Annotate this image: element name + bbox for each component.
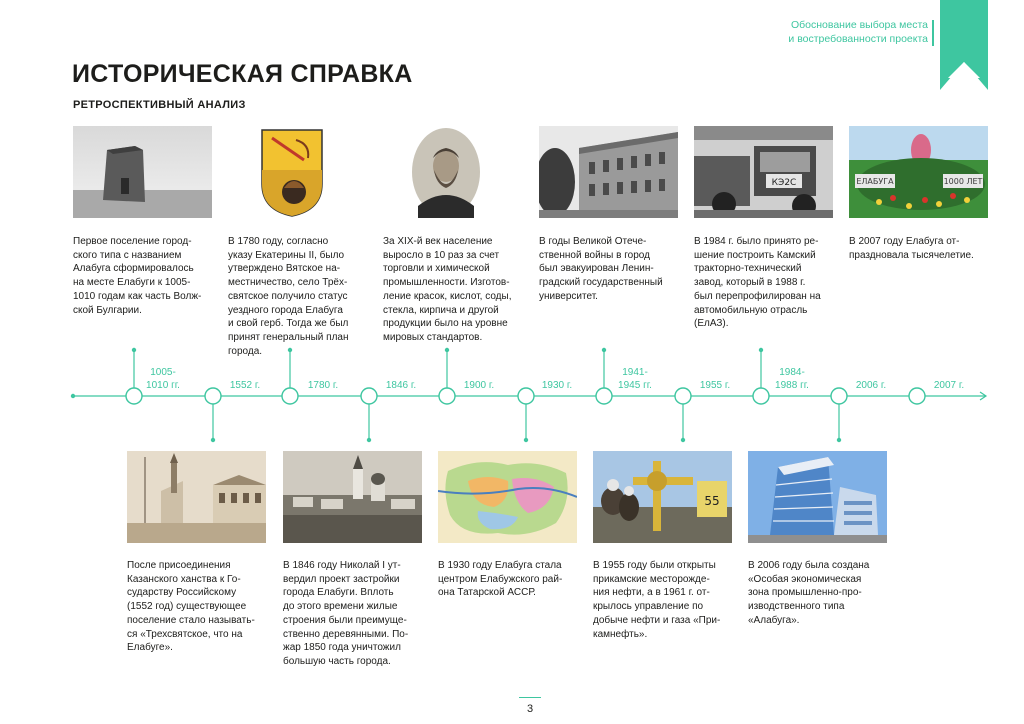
- event-caption-1780: В 1780 году, согласно указу Екатерины II, было утверждено Вятское на- местничество, село Трёх- святское получило статус уездного города Елабуга и свой герб. Тогда же был принят генеральный план города.: [228, 236, 349, 357]
- timeline-label-1005: [128, 366, 198, 392]
- page-title: ИСТОРИЧЕСКАЯ СПРАВКА: [72, 60, 413, 88]
- timeline-arrow: [980, 392, 986, 400]
- event-caption-1846: В 1846 году Николай I ут- вердил проект застройки города Елабуги. Вплоть до этого времени жилые строения были преимуще- ственно деревянными. По- жар 1850 года уничтожил большую часть города.: [283, 560, 409, 667]
- svg-text:55: 55: [704, 494, 720, 508]
- timeline-start-dot: [71, 394, 74, 397]
- svg-text:КЭ2С: КЭ2С: [771, 178, 797, 188]
- timeline-label-2007: [914, 379, 984, 392]
- timeline-label-text: 1930 г.: [541, 380, 573, 391]
- section-title-line2: и востребованности проекта: [788, 33, 928, 45]
- header-divider: [932, 20, 934, 46]
- connector-end-1955: [681, 438, 685, 442]
- timeline-label-1552: [210, 379, 280, 392]
- timeline-label-1984: [757, 366, 827, 392]
- timeline-label-text: 1780 г.: [307, 380, 339, 391]
- old-street-photo: [127, 451, 266, 543]
- connector-end-1941: [602, 348, 606, 352]
- coat-of-arms: [258, 126, 326, 218]
- timeline-label-1846: [366, 379, 436, 392]
- event-caption-1005: Первое поселение город- ского типа с названием Алабуга сформировалось на месте Елабуги к 1005- 1010 годам как часть Волж- ской Булгарии.: [73, 236, 202, 316]
- event-caption-1984: В 1984 г. было принято ре- шение построить Камский тракторно-технический завод, который в 1988 г. был перепрофилирован на автомобильную отрасль (ЕлАЗ).: [694, 236, 821, 330]
- svg-text:1000 ЛЕТ: 1000 ЛЕТ: [943, 177, 983, 186]
- timeline-label-1780: [288, 379, 358, 392]
- tatar-assr-map: [438, 451, 577, 543]
- ancient-tower-photo: [73, 126, 212, 218]
- event-caption-1955: В 1955 году были открыты прикамские месторожде- ния нефти, а в 1961 г. от- крылось управление по добыче нефти и газа «При- камнефть».: [593, 560, 721, 640]
- svg-text:ЕЛАБУГА: ЕЛАБУГА: [856, 177, 894, 186]
- old-town-panorama: [283, 451, 422, 543]
- timeline-label-text: 1941- 1945 гг.: [618, 367, 652, 391]
- tractor-photo: [694, 126, 833, 218]
- timeline-label-1941: [600, 366, 670, 392]
- event-caption-1900: За XIX-й век население выросло в 10 раз за счет торговли и химической промышленности. Изготов- ление красок, кислот, соды, стекла, кирпича и другой продукции было на уровне мировых стандартов.: [383, 236, 512, 343]
- oil-workers-photo: [593, 451, 732, 543]
- timeline-label-text: 2006 г.: [855, 380, 887, 391]
- connector-end-1984: [759, 348, 763, 352]
- timeline-label-1930: [522, 379, 592, 392]
- connector-end-2006: [837, 438, 841, 442]
- timeline-label-text: 1955 г.: [699, 380, 731, 391]
- page-subtitle: РЕТРОСПЕКТИВНЫЙ АНАЛИЗ: [73, 99, 246, 111]
- section-title-line1: Обоснование выбора места: [790, 19, 928, 31]
- bookmark-ribbon: [940, 0, 988, 90]
- page-number-rule: [519, 697, 541, 698]
- sez-building-photo: [748, 451, 887, 543]
- timeline-label-text: 1552 г.: [229, 380, 261, 391]
- event-caption-1941: В годы Великой Отече- ственной войны в город был эвакуирован Ленин- градский государственный университет.: [539, 236, 663, 302]
- bearded-man-portrait: [410, 126, 482, 218]
- timeline-label-text: 1900 г.: [463, 380, 495, 391]
- connector-end-1552: [211, 438, 215, 442]
- page-number: 3: [526, 703, 534, 715]
- timeline-label-2006: [836, 379, 906, 392]
- timeline-label-1900: [444, 379, 514, 392]
- university-building-photo: [539, 126, 678, 218]
- timeline-label-text: 1984- 1988 гг.: [775, 367, 809, 391]
- connector-end-1900: [445, 348, 449, 352]
- connector-end-1005: [132, 348, 136, 352]
- millennium-flowerbed-photo: [849, 126, 988, 218]
- section-title: [788, 18, 928, 46]
- event-caption-1930: В 1930 году Елабуга стала центром Елабужского рай- она Татарской АССР.: [438, 560, 563, 599]
- connector-end-1930: [524, 438, 528, 442]
- event-caption-2007: В 2007 году Елабуга от- праздновала тысячелетие.: [849, 236, 974, 261]
- timeline-label-text: 1005- 1010 гг.: [146, 367, 180, 391]
- timeline-label-text: 1846 г.: [385, 380, 417, 391]
- connector-end-1846: [367, 438, 371, 442]
- timeline-label-1955: [680, 379, 750, 392]
- event-caption-2006: В 2006 году была создана «Особая экономическая зона промышленно-про- изводственного типа «Алабуга».: [748, 560, 870, 626]
- event-caption-1552: После присоединения Казанского ханства к Го- сударству Российскому (1552 год) существующее поселение стало называть- ся «Трехсвятское, что на Елабуге».: [127, 560, 255, 654]
- timeline-label-text: 2007 г.: [933, 380, 965, 391]
